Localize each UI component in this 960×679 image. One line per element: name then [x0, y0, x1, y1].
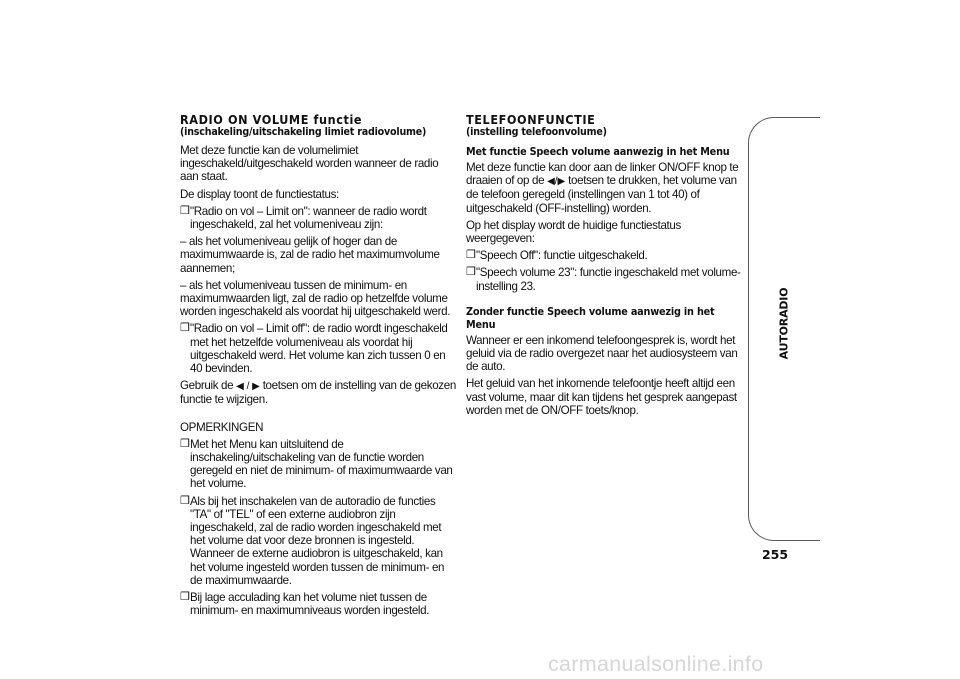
left-right-arrow-icon: ◀/▶	[547, 176, 566, 188]
bullet-item	[180, 322, 458, 375]
bullet-item	[180, 495, 458, 587]
paragraph-use-keys	[180, 379, 458, 406]
left-right-arrow-icon: ◀ / ▶	[236, 381, 260, 393]
bullet-text: Bij lage acculading kan het volume niet tussen de minimum- en maximumniveaus worden ingesteld.	[190, 591, 430, 618]
dash-item: – als het volumeniveau tussen de minimum- en maximumwaarden ligt, zal de radio op hetzelfde volume worden ingeschakeld als voordat hij uitgeschakeld werd.	[180, 278, 451, 319]
section-heading-telefoonfunctie: TELEFOONFUNCTIE	[466, 112, 596, 127]
checkbox-bullet-icon: ❒	[180, 204, 190, 217]
chapter-tab-label	[770, 283, 798, 363]
bullet-text: "Speech volume 23": functie ingeschakeld met volume-instelling 23.	[476, 266, 741, 293]
bullet-text: Als bij het inschakelen van de autoradio de functies "TA" of "TEL" of een externe audiobron zijn ingeschakeld, zal de radio worden ingeschakeld met het volume dat voor deze bronnen is ingesteld. Wanneer de externe audiobron is uitgeschakeld, kan het volume ingesteld worden tussen de minimum- en de maximumwaarde.	[190, 494, 445, 587]
paragraph: Met deze functie kan de volumelimiet ingeschakeld/uitgeschakeld worden wanneer de radio aan staat.	[180, 144, 439, 184]
text-fragment: Met deze functie kan door aan de linker ON/OFF knop te draaien of op de	[466, 161, 739, 188]
paragraph: De display toont de functiestatus:	[180, 187, 339, 201]
paragraph: Wanneer er een inkomend telefoongesprek is, wordt het geluid via de radio overgezet naar het audiosysteem van de auto.	[466, 333, 738, 374]
page-number: 255	[761, 547, 789, 562]
checkbox-bullet-icon: ❒	[180, 494, 190, 507]
chapter-title: AUTORADIO	[777, 287, 791, 359]
watermark: carmanualsonline.info	[548, 652, 764, 676]
section-subheading: (inschakeling/uitschakeling limiet radiovolume)	[180, 126, 427, 138]
section-subheading: (instelling telefoonvolume)	[466, 126, 607, 138]
bullet-text: "Radio on vol – Limit off": de radio wordt ingeschakeld met het hetzelfde volumeniveau als voordat hij uitgeschakeld werd. Het volume kan zich tussen 0 en 40 bevinden.	[190, 322, 448, 376]
section-heading-radio-on-volume: RADIO ON VOLUME functie	[180, 112, 363, 127]
notes-title: OPMERKINGEN	[180, 420, 264, 434]
checkbox-bullet-icon: ❒	[180, 591, 190, 604]
bullet-item	[466, 249, 742, 262]
checkbox-bullet-icon: ❒	[180, 437, 190, 450]
bullet-text: "Radio on vol – Limit on": wanneer de radio wordt ingeschakeld, zal het volumeniveau zijn:	[190, 204, 427, 232]
subsection-title: Met functie Speech volume aanwezig in het Menu	[466, 145, 730, 158]
bullet-item	[180, 205, 458, 231]
bullet-item	[180, 438, 458, 491]
bullet-text: "Speech Off": functie uitgeschakeld.	[476, 249, 648, 263]
bullet-text: Met het Menu kan uitsluitend de inschakeling/uitschakeling van de functie worden geregeld en niet de minimum- of maximumwaarde van het volume.	[190, 437, 453, 491]
checkbox-bullet-icon: ❒	[180, 322, 190, 335]
right-column	[466, 113, 742, 421]
paragraph: Op het display wordt de huidige functiestatus weergegeven:	[466, 218, 681, 246]
text-fragment: toetsen te drukken, het volume van de telefoon geregeld (instellingen van 1 tot 40) of uitgeschakeld (OFF-instelling) worden.	[466, 174, 737, 215]
checkbox-bullet-icon: ❒	[466, 266, 476, 279]
left-column	[180, 113, 458, 622]
subsection-title: Zonder functie Speech volume aanwezig in het Menu	[466, 304, 715, 331]
bullet-item	[466, 266, 742, 292]
text-fragment: toetsen om de instelling van de gekozen functie te wijzigen.	[180, 379, 456, 407]
checkbox-bullet-icon: ❒	[466, 249, 476, 262]
bullet-item	[180, 591, 458, 617]
text-fragment: Gebruik de	[180, 379, 234, 393]
dash-item: – als het volumeniveau gelijk of hoger dan de maximumwaarde is, zal de radio het maximumvolume aannemen;	[180, 235, 440, 275]
paragraph: Het geluid van het inkomende telefoontje heeft altijd een vast volume, maar dit kan tijdens het gesprek aangepast worden met de ON/OFF toets/knop.	[466, 377, 737, 417]
paragraph	[466, 161, 742, 215]
